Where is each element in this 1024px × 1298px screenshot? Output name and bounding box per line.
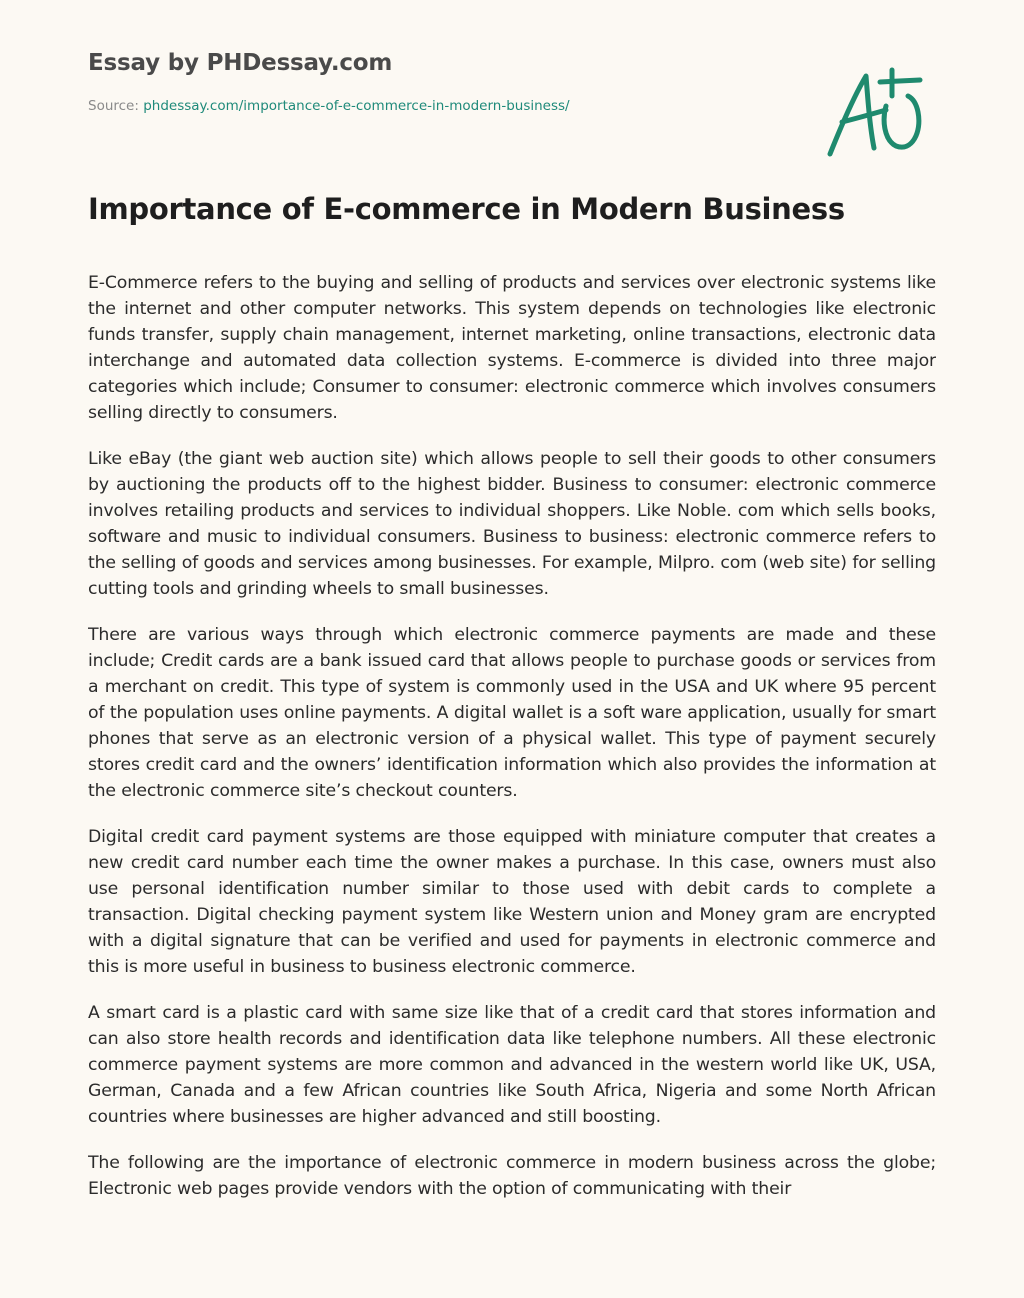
site-brand: Essay by PHDessay.com	[88, 50, 393, 76]
paragraph: A smart card is a plastic card with same size like that of a credit card that stores information and can also store health records and identification data like telephone numbers. All these electronic commerce payment systems are more common and advanced in the western world like UK, USA, German, Canada and a few African countries like South Africa, Nigeria and some North African countries where businesses are higher advanced and still boosting.	[88, 1003, 936, 1127]
essay-header	[88, 50, 688, 114]
paragraph: There are various ways through which electronic commerce payments are made and these include; Credit cards are a bank issued card that allows people to purchase goods or services from a merchant on credit. This type of system is commonly used in the USA and UK where 95 percent of the population uses online payments. A digital wallet is a soft ware application, usually for smart phones that serve as an electronic version of a physical wallet. This type of payment securely stores credit card and the owners’ identification information which also provides the information at the electronic commerce site’s checkout counters.	[88, 625, 936, 801]
paragraph: E-Commerce refers to the buying and selling of products and services over electronic systems like the internet and other computer networks. This system depends on technologies like electronic funds transfer, supply chain management, internet marketing, online transactions, electronic data interchange and automated data collection systems. E-commerce is divided into three major categories which include; Consumer to consumer: electronic commerce which involves consumers selling directly to consumers.	[88, 273, 936, 423]
essay-title: Importance of E-commerce in Modern Business	[88, 192, 845, 226]
source-label: Source:	[88, 98, 139, 114]
paragraph: Like eBay (the giant web auction site) which allows people to sell their goods to other consumers by auctioning the products off to the highest bidder. Business to consumer: electronic commerce involves retailing products and services to individual shoppers. Like Noble. com which sells books, software and music to individual consumers. Business to business: electronic commerce refers to the selling of goods and services among businesses. For example, Milpro. com (web site) for selling cutting tools and grinding wheels to small businesses.	[88, 449, 936, 599]
a-plus-grade-icon	[820, 62, 930, 162]
paragraph: Digital credit card payment systems are those equipped with miniature computer that creates a new credit card number each time the owner makes a purchase. In this case, owners must also use personal identification number similar to those used with debit cards to complete a transaction. Digital checking payment system like Western union and Money gram are encrypted with a digital signature that can be verified and used for payments in electronic commerce and this is more useful in business to business electronic commerce.	[88, 827, 936, 977]
essay-body	[88, 270, 936, 1298]
source-line	[88, 98, 688, 114]
source-link[interactable]: phdessay.com/importance-of-e-commerce-in-modern-business/	[143, 98, 570, 114]
paragraph: The following are the importance of electronic commerce in modern business across the globe; Electronic web pages provide vendors with the option of communicating with their	[88, 1153, 936, 1199]
